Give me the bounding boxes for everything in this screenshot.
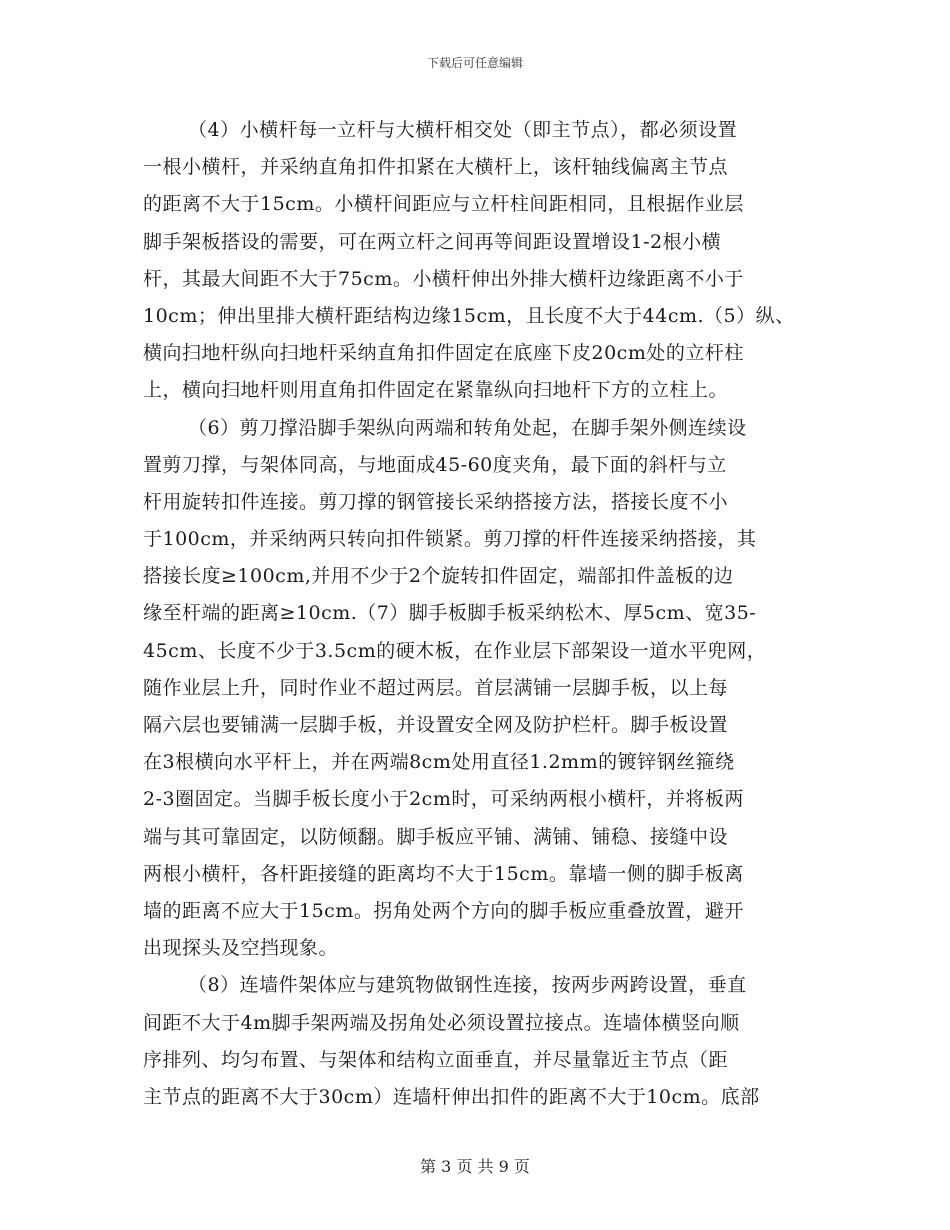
text-line: 的距离不大于15cm。小横杆间距应与立杆柱间距相同，且根据作业层 xyxy=(143,193,744,216)
text-line: 上，横向扫地杆则用直角扣件固定在紧靠纵向扫地杆下方的立柱上。 xyxy=(143,379,729,402)
text-line: 序排列、均匀布置、与架体和结构立面垂直，并尽量靠近主节点（距 xyxy=(143,1048,729,1071)
text-line: 缘至杆端的距离≥10cm.（7）脚手板脚手板采纳松木、厚5cm、宽35- xyxy=(143,602,757,625)
text-line: 脚手架板搭设的需要，可在两立杆之间再等间距设置增设1-2根小横 xyxy=(143,230,722,253)
text-line: （8）连墙件架体应与建筑物做钢性连接，按两步两跨设置，垂直 xyxy=(188,974,747,997)
text-line: （4）小横杆每一立杆与大横杆相交处（即主节点），都必须设置 xyxy=(188,119,738,141)
text-line: 杆用旋转扣件连接。剪刀撑的钢管接长采纳搭接方法，搭接长度不小 xyxy=(143,490,729,513)
text-line: 在3根横向水平杆上，并在两端8cm处用直径1.2mm的镀锌钢丝箍绕 xyxy=(143,751,735,774)
document-body xyxy=(143,112,823,1116)
text-line: 杆，其最大间距不大于75cm。小横杆伸出外排大横杆边缘距离不小于 xyxy=(143,267,744,290)
text-line: 间距不大于4m脚手架两端及拐角处必须设置拉接点。连墙体横竖向顺 xyxy=(143,1011,740,1034)
text-line: 出现探头及空挡现象。 xyxy=(143,937,339,960)
text-line: 于100cm，并采纳两只转向扣件锁紧。剪刀撑的杆件连接采纳搭接，其 xyxy=(143,528,757,551)
text-line: 一根小横杆，并采纳直角扣件扣紧在大横杆上，该杆轴线偏离主节点 xyxy=(143,156,729,179)
text-line: 搭接长度≥100cm,并用不少于2个旋转扣件固定，端部扣件盖板的边 xyxy=(143,565,734,588)
page-header: 下载后可任意编辑 xyxy=(426,56,523,70)
text-line: 随作业层上升，同时作业不超过两层。首层满铺一层脚手板，以上每 xyxy=(143,676,729,699)
text-line: 2-3圈固定。当脚手板长度小于2cm时，可采纳两根小横杆，并将板两 xyxy=(143,788,744,811)
text-line: 10cm；伸出里排大横杆距结构边缘15cm，且长度不大于44cm.（5）纵、 xyxy=(143,304,795,327)
text-line: 墙的距离不应大于15cm。拐角处两个方向的脚手板应重叠放置，避开 xyxy=(143,899,744,922)
text-line: 端与其可靠固定，以防倾翻。脚手板应平铺、满铺、铺稳、接缝中设 xyxy=(143,825,729,848)
page-footer: 第 3 页 共 9 页 xyxy=(420,1157,530,1176)
text-line: 隔六层也要铺满一层脚手板，并设置安全网及防护栏杆。脚手板设置 xyxy=(143,714,729,736)
text-line: 两根小横杆，各杆距接缝的距离均不大于15cm。靠墙一侧的脚手板离 xyxy=(143,862,744,885)
text-line: （6）剪刀撑沿脚手架纵向两端和转角处起，在脚手架外侧连续设 xyxy=(188,416,747,439)
text-line: 主节点的距离不大于30cm）连墙杆伸出扣件的距离不大于10cm。底部 xyxy=(143,1085,760,1108)
text-line: 45cm、长度不少于3.5cm的硬木板，在作业层下部架设一道水平兜网， xyxy=(143,639,767,662)
text-line: 横向扫地杆纵向扫地杆采纳直角扣件固定在底座下皮20cm处的立杆柱 xyxy=(143,342,744,365)
text-line: 置剪刀撑，与架体同高，与地面成45-60度夹角，最下面的斜杆与立 xyxy=(143,453,727,476)
